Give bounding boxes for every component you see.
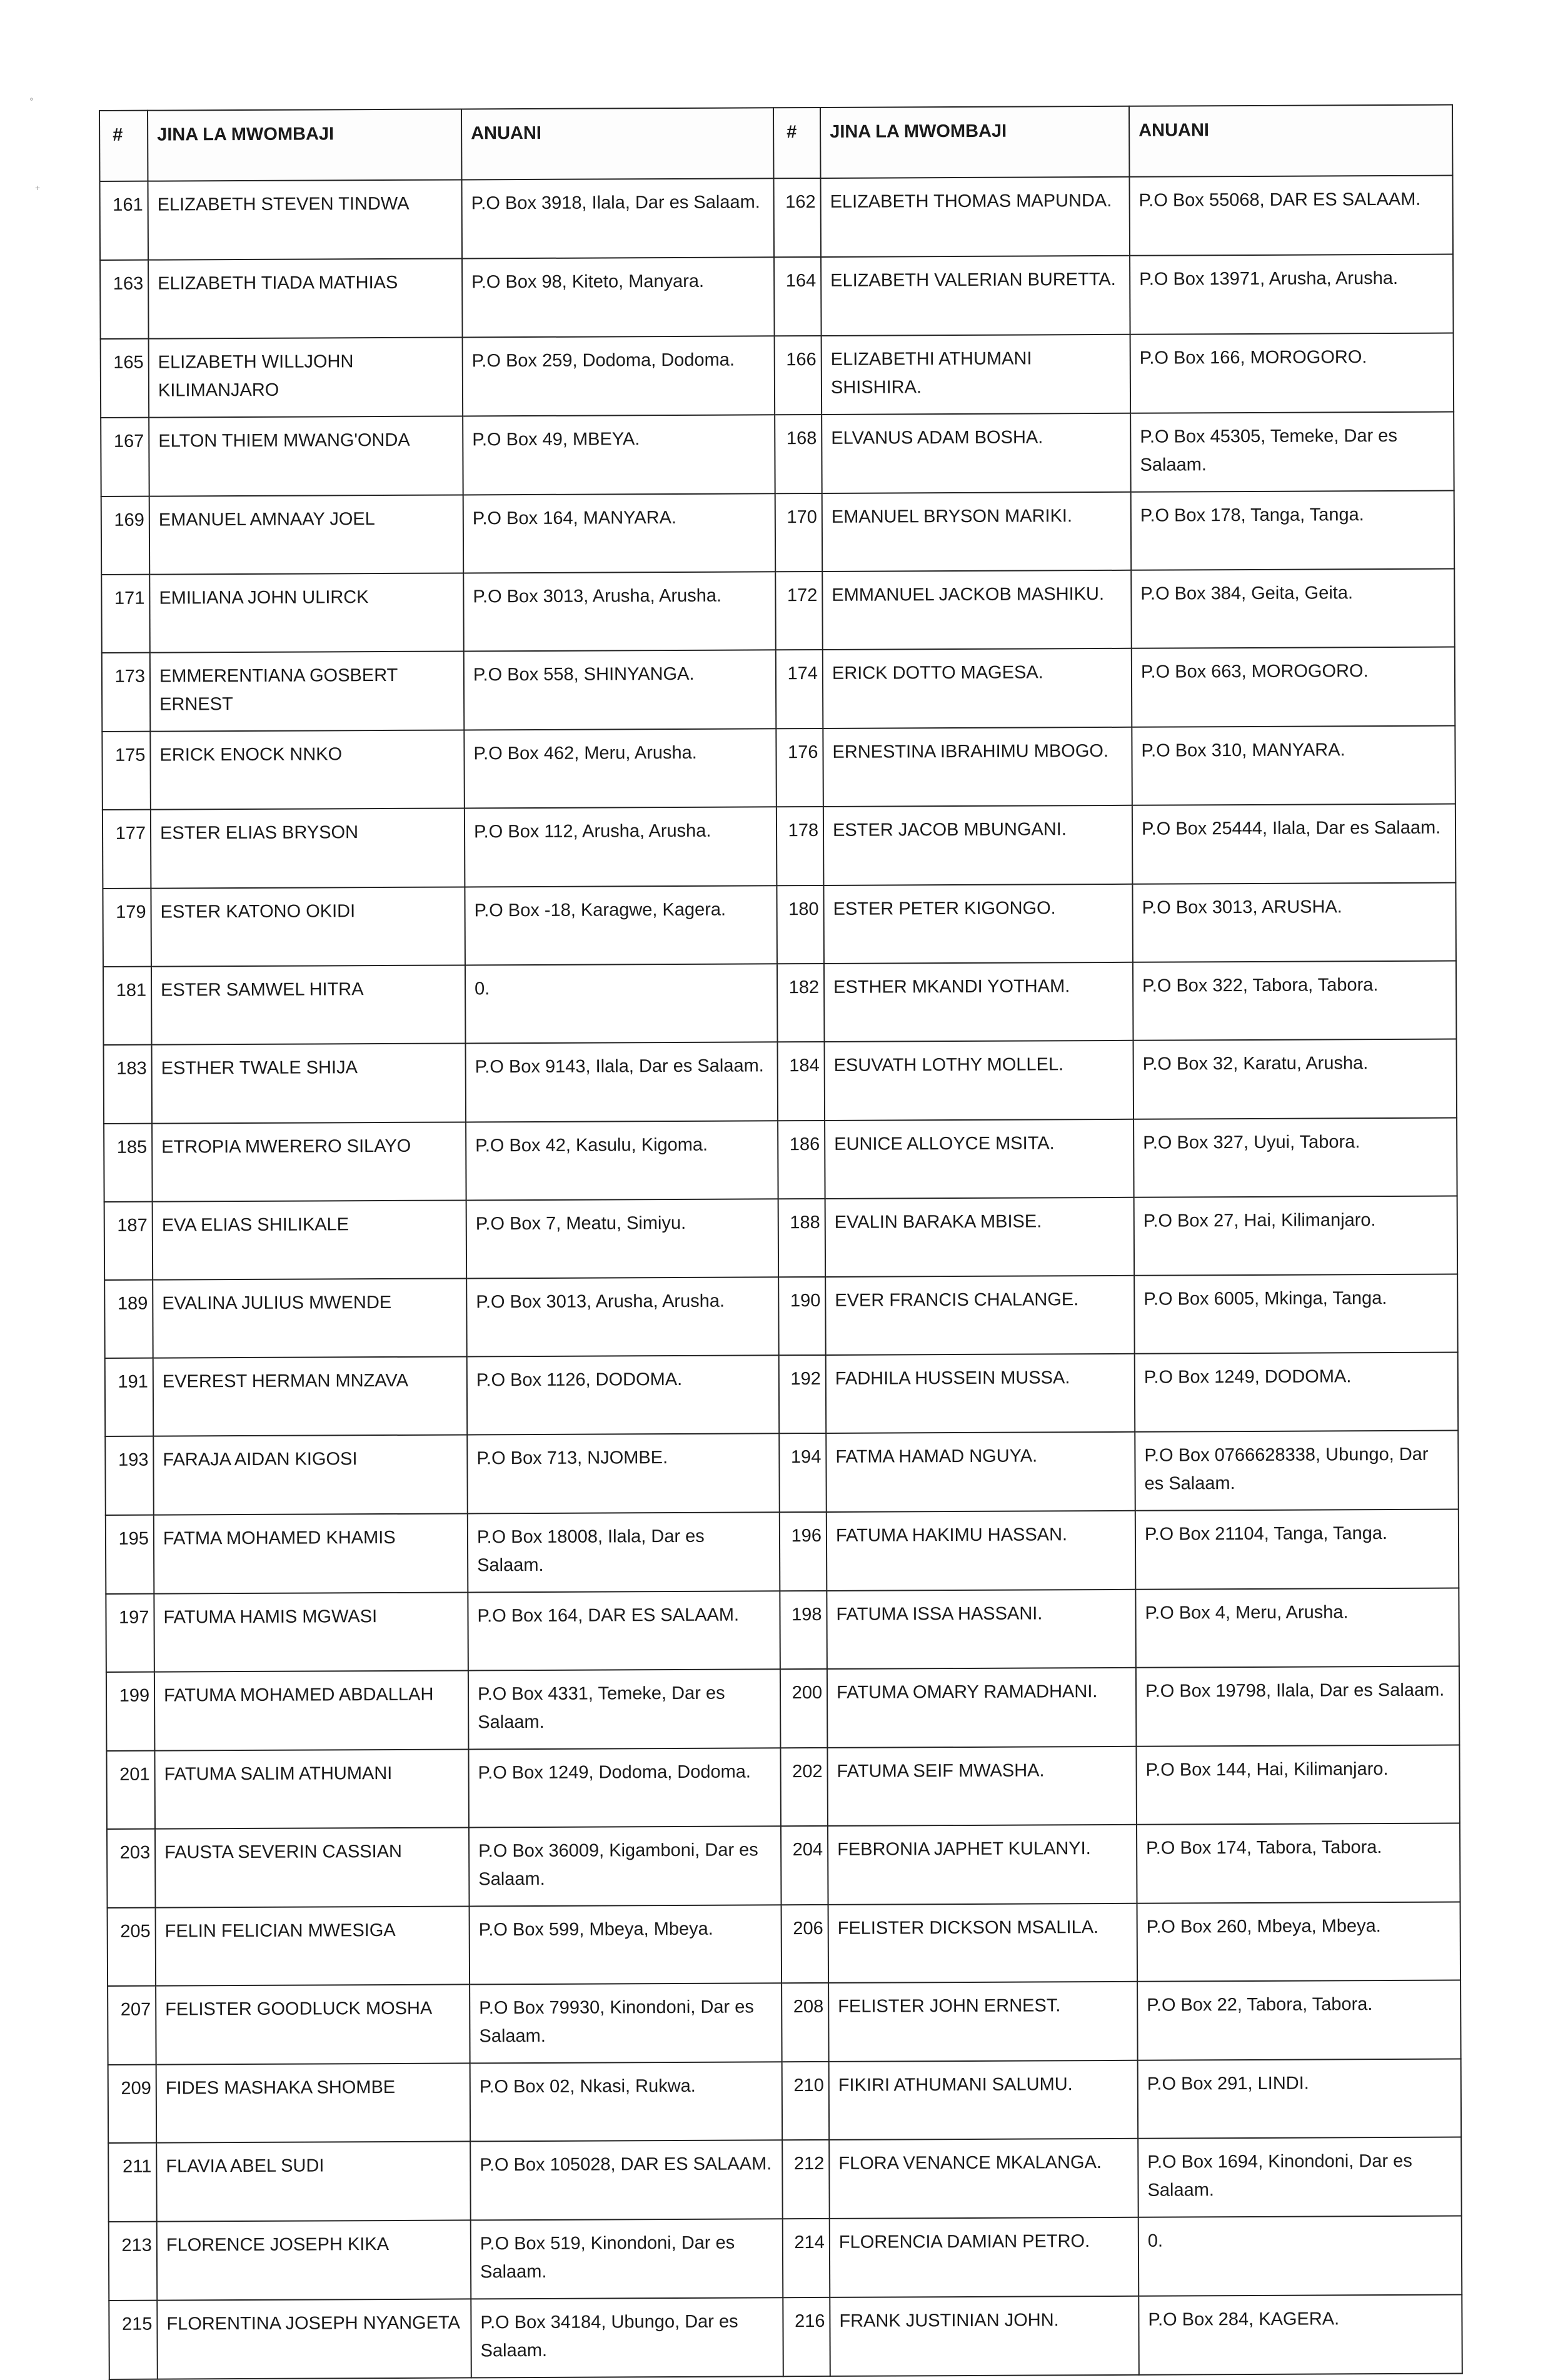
table-row (100, 255, 1454, 339)
applicant-number: 168 (775, 415, 822, 493)
applicant-name: FRANK JUSTINIAN JOHN. (830, 2296, 1139, 2376)
applicant-number: 176 (776, 729, 823, 807)
applicant-number: 171 (101, 575, 150, 653)
applicant-number: 186 (778, 1121, 825, 1199)
table-row (103, 883, 1456, 967)
table-row (102, 647, 1455, 732)
applicant-number: 201 (106, 1751, 155, 1829)
applicant-name: EUNICE ALLOYCE MSITA. (825, 1119, 1134, 1199)
table-row (104, 1118, 1457, 1202)
scan-speck: ∘ (29, 94, 34, 104)
applicant-number: 177 (103, 810, 151, 889)
applicant-address: P.O Box 1126, DODOMA. (467, 1355, 780, 1435)
applicant-number: 170 (775, 493, 823, 572)
applicant-number: 182 (777, 964, 825, 1042)
applicant-name: FLORENCIA DAMIAN PETRO. (830, 2217, 1139, 2297)
table-row (102, 726, 1455, 810)
applicant-number: 162 (773, 178, 821, 257)
applicant-name: EMANUEL BRYSON MARIKI. (822, 492, 1132, 572)
applicant-name: EMANUEL AMNAAY JOEL (149, 495, 464, 574)
applicant-name: EVALIN BARAKA MBISE. (825, 1198, 1135, 1277)
applicant-number: 195 (106, 1515, 154, 1594)
applicant-number: 211 (108, 2143, 157, 2222)
applicant-address: P.O Box 49, MBEYA. (463, 415, 775, 495)
applicant-name: FLORENTINA JOSEPH NYANGETA (157, 2299, 471, 2379)
applicant-address: P.O Box 6005, Mkinga, Tanga. (1134, 1274, 1458, 1354)
applicant-name: EVA ELIAS SHILIKALE (153, 1200, 467, 1279)
applicant-address: P.O Box 98, Kiteto, Manyara. (462, 257, 775, 337)
applicant-number: 194 (779, 1433, 827, 1512)
applicant-number: 212 (782, 2140, 830, 2219)
applicant-number: 173 (102, 653, 151, 732)
applicant-number: 190 (778, 1277, 826, 1355)
applicant-address: P.O Box 13971, Arusha, Arusha. (1130, 255, 1454, 335)
applicant-number: 208 (782, 1983, 829, 2062)
applicant-number: 164 (774, 257, 822, 336)
applicant-address: P.O Box 02, Nkasi, Rukwa. (470, 2062, 783, 2141)
applicant-number: 203 (107, 1829, 156, 1908)
applicant-number: 166 (775, 336, 822, 415)
table-row (108, 1980, 1461, 2065)
applicant-address: P.O Box 558, SHINYANGA. (464, 650, 776, 730)
applicant-name: FELISTER GOODLUCK MOSHA (156, 1984, 470, 2064)
applicant-name: ELVANUS ADAM BOSHA. (822, 413, 1131, 493)
applicant-name: FATUMA SEIF MWASHA. (827, 1747, 1137, 1826)
applicant-address: P.O Box 3013, Arusha, Arusha. (466, 1277, 779, 1356)
applicant-address: P.O Box 322, Tabora, Tabora. (1133, 961, 1457, 1041)
applicant-address: P.O Box 32, Karatu, Arusha. (1133, 1039, 1457, 1119)
applicant-address: P.O Box 144, Hai, Kilimanjaro. (1136, 1745, 1460, 1825)
applicant-address: P.O Box 0766628338, Ubungo, Dar es Salaam. (1135, 1431, 1459, 1511)
applicant-address: P.O Box 284, KAGERA. (1138, 2295, 1462, 2375)
applicant-number: 215 (109, 2301, 158, 2379)
table-body (99, 176, 1462, 2379)
applicant-table-container (99, 104, 1462, 2380)
table-row (106, 1745, 1460, 1829)
applicant-name: EVEREST HERMAN MNZAVA (153, 1356, 468, 1436)
applicant-number: 202 (780, 1748, 828, 1826)
table-row (108, 2059, 1462, 2143)
col-header-number: # (773, 108, 820, 178)
applicant-address: P.O Box 178, Tanga, Tanga. (1131, 491, 1455, 570)
applicant-name: FELISTER DICKSON MSALILA. (828, 1903, 1138, 1983)
table-row (108, 2137, 1462, 2222)
applicant-address: P.O Box 79930, Kinondoni, Dar es Salaam. (470, 1983, 782, 2063)
applicant-number: 204 (781, 1826, 828, 1905)
applicant-name: FATUMA HAKIMU HASSAN. (827, 1511, 1136, 1591)
applicant-number: 161 (99, 181, 148, 260)
table-row (104, 1196, 1458, 1280)
applicant-name: EMMERENTIANA GOSBERT ERNEST (150, 651, 465, 731)
applicant-name: FIDES MASHAKA SHOMBE (156, 2063, 471, 2142)
applicant-name: FARAJA AIDAN KIGOSI (153, 1435, 468, 1515)
applicant-address: P.O Box 1694, Kinondoni, Dar es Salaam. (1138, 2137, 1462, 2217)
col-header-name: JINA LA MWOMBAJI (148, 109, 461, 181)
applicant-name: FATUMA HAMIS MGWASI (154, 1592, 468, 1672)
applicant-address: P.O Box 4331, Temeke, Dar es Salaam. (468, 1669, 781, 1749)
applicant-name: ESTER JACOB MBUNGANI. (823, 805, 1133, 885)
applicant-number: 214 (783, 2219, 830, 2297)
applicant-address: P.O Box 27, Hai, Kilimanjaro. (1134, 1196, 1458, 1276)
table-row (105, 1431, 1459, 1515)
applicant-name: EVER FRANCIS CHALANGE. (825, 1276, 1135, 1355)
applicant-number: 199 (106, 1672, 155, 1751)
applicant-number: 185 (104, 1124, 153, 1202)
applicant-number: 178 (776, 807, 824, 885)
scan-speck: + (35, 183, 41, 193)
applicant-number: 179 (103, 889, 151, 967)
applicant-name: EMILIANA JOHN ULIRCK (149, 573, 464, 652)
applicant-number: 184 (778, 1042, 825, 1121)
col-header-address: ANUANI (1129, 105, 1452, 177)
applicant-number: 205 (108, 1908, 156, 1986)
applicant-address: P.O Box 36009, Kigamboni, Dar es Salaam. (469, 1826, 782, 1906)
applicant-number: 197 (106, 1594, 154, 1672)
applicant-name: ERNESTINA IBRAHIMU MBOGO. (823, 727, 1132, 807)
applicant-table (99, 104, 1463, 2380)
applicant-number: 200 (780, 1669, 828, 1748)
applicant-name: ERICK ENOCK NNKO (150, 730, 465, 809)
applicant-name: ESTER KATONO OKIDI (151, 887, 465, 966)
applicant-address: P.O Box 55068, DAR ES SALAAM. (1129, 176, 1453, 256)
applicant-number: 175 (102, 732, 151, 810)
applicant-name: FATMA MOHAMED KHAMIS (154, 1513, 468, 1593)
table-row (101, 491, 1455, 575)
applicant-address: 0. (1138, 2216, 1462, 2296)
applicant-address: P.O Box 3918, Ilala, Dar es Salaam. (461, 178, 774, 258)
applicant-address: P.O Box 327, Uyui, Tabora. (1133, 1118, 1457, 1198)
applicant-name: FATUMA OMARY RAMADHANI. (827, 1668, 1137, 1748)
table-row (104, 1274, 1458, 1358)
table-row (107, 1823, 1460, 1908)
applicant-address: P.O Box 384, Geita, Geita. (1131, 569, 1455, 648)
applicant-name: EMMANUEL JACKOB MASHIKU. (822, 570, 1132, 650)
applicant-address: P.O Box 7, Meatu, Simiyu. (466, 1199, 779, 1278)
applicant-number: 174 (776, 650, 823, 729)
table-row (108, 1902, 1461, 1986)
applicant-address: P.O Box 174, Tabora, Tabora. (1137, 1823, 1460, 1903)
table-row (99, 176, 1453, 260)
applicant-address: P.O Box 4, Meru, Arusha. (1135, 1588, 1459, 1668)
applicant-address: P.O Box 18008, Ilala, Dar es Salaam. (468, 1512, 780, 1592)
applicant-name: FADHILA HUSSEIN MUSSA. (826, 1354, 1135, 1433)
applicant-number: 209 (108, 2065, 157, 2143)
applicant-address: P.O Box 663, MOROGORO. (1132, 647, 1455, 727)
applicant-number: 206 (782, 1905, 829, 1983)
applicant-address: P.O Box 164, MANYARA. (463, 493, 776, 573)
col-header-name: JINA LA MWOMBAJI (820, 106, 1129, 178)
applicant-address: P.O Box 166, MOROGORO. (1130, 333, 1454, 413)
table-header-row (99, 105, 1452, 181)
applicant-number: 187 (104, 1202, 153, 1280)
applicant-address: P.O Box 260, Mbeya, Mbeya. (1137, 1902, 1461, 1982)
table-row (103, 804, 1456, 889)
applicant-address: P.O Box 105028, DAR ES SALAAM. (470, 2140, 783, 2220)
applicant-address: P.O Box 310, MANYARA. (1132, 726, 1455, 805)
applicant-address: P.O Box 25444, Ilala, Dar es Salaam. (1132, 804, 1456, 884)
applicant-address: P.O Box 45305, Temeke, Dar es Salaam. (1130, 412, 1454, 492)
table-row (104, 1039, 1457, 1124)
table-row (101, 569, 1455, 653)
table-row (101, 333, 1454, 418)
applicant-number: 169 (101, 497, 150, 575)
applicant-name: ETROPIA MWERERO SILAYO (152, 1122, 466, 1201)
applicant-number: 163 (100, 260, 149, 339)
applicant-number: 188 (778, 1199, 826, 1277)
applicant-name: ELIZABETHI ATHUMANI SHISHIRA. (822, 335, 1131, 415)
applicant-number: 207 (108, 1986, 156, 2065)
applicant-address: P.O Box 3013, ARUSHA. (1132, 883, 1456, 962)
applicant-number: 172 (775, 572, 823, 650)
col-header-address: ANUANI (461, 108, 773, 179)
table-row (109, 2295, 1462, 2379)
table-row (109, 2216, 1462, 2301)
applicant-number: 210 (782, 2062, 830, 2140)
col-header-number: # (99, 111, 148, 181)
applicant-number: 181 (103, 967, 152, 1045)
applicant-address: P.O Box 599, Mbeya, Mbeya. (470, 1905, 782, 1984)
table-row (103, 961, 1457, 1045)
applicant-number: 198 (780, 1591, 827, 1669)
applicant-address: P.O Box 19798, Ilala, Dar es Salaam. (1136, 1667, 1460, 1747)
applicant-address: P.O Box 21104, Tanga, Tanga. (1135, 1510, 1459, 1590)
applicant-address: P.O Box 1249, Dodoma, Dodoma. (468, 1748, 781, 1827)
applicant-address: P.O Box 112, Arusha, Arusha. (465, 807, 777, 887)
applicant-name: FLORA VENANCE MKALANGA. (829, 2139, 1138, 2219)
applicant-name: FATUMA SALIM ATHUMANI (154, 1749, 469, 1828)
applicant-address: P.O Box 9143, Ilala, Dar es Salaam. (466, 1042, 778, 1122)
applicant-address: P.O Box 713, NJOMBE. (467, 1433, 780, 1513)
applicant-name: FATUMA ISSA HASSANI. (827, 1590, 1136, 1669)
applicant-address: P.O Box 164, DAR ES SALAAM. (468, 1591, 780, 1670)
applicant-name: ESTHER TWALE SHIJA (152, 1043, 466, 1123)
applicant-name: FATUMA MOHAMED ABDALLAH (154, 1670, 469, 1750)
applicant-address: P.O Box 519, Kinondoni, Dar es Salaam. (471, 2219, 783, 2299)
applicant-number: 167 (101, 418, 149, 497)
applicant-address: P.O Box 22, Tabora, Tabora. (1137, 1980, 1461, 2060)
applicant-number: 216 (783, 2297, 830, 2376)
applicant-name: FELISTER JOHN ERNEST. (828, 1982, 1138, 2062)
applicant-number: 193 (105, 1436, 154, 1515)
applicant-number: 213 (109, 2222, 158, 2301)
applicant-name: FLAVIA ABEL SUDI (156, 2141, 471, 2221)
table-row (101, 412, 1454, 497)
applicant-name: ESUVATH LOTHY MOLLEL. (825, 1041, 1134, 1121)
applicant-number: 189 (104, 1280, 153, 1358)
applicant-name: FEBRONIA JAPHET KULANYI. (828, 1825, 1137, 1905)
applicant-name: FLORENCE JOSEPH KIKA (157, 2220, 471, 2300)
applicant-name: ELIZABETH THOMAS MAPUNDA. (820, 177, 1130, 257)
applicant-name: FELIN FELICIAN MWESIGA (156, 1906, 470, 1985)
applicant-number: 191 (105, 1358, 154, 1436)
applicant-name: ELIZABETH WILLJOHN KILIMANJARO (149, 337, 463, 417)
applicant-number: 165 (101, 339, 149, 418)
applicant-address: P.O Box 1249, DODOMA. (1135, 1353, 1459, 1432)
table-row (105, 1353, 1459, 1436)
applicant-name: ELIZABETH VALERIAN BURETTA. (821, 256, 1130, 336)
applicant-name: ESTER PETER KIGONGO. (823, 884, 1133, 964)
applicant-name: ELIZABETH TIADA MATHIAS (148, 258, 463, 338)
applicant-address: P.O Box 291, LINDI. (1138, 2059, 1462, 2139)
applicant-number: 180 (776, 885, 824, 964)
table-row (106, 1510, 1459, 1594)
applicant-name: FATMA HAMAD NGUYA. (826, 1432, 1135, 1512)
applicant-name: ELIZABETH STEVEN TINDWA (148, 179, 462, 260)
applicant-name: ESTER SAMWEL HITRA (151, 965, 466, 1044)
applicant-address: P.O Box 42, Kasulu, Kigoma. (466, 1121, 778, 1200)
applicant-name: ELTON THIEM MWANG'ONDA (149, 416, 463, 496)
applicant-name: FIKIRI ATHUMANI SALUMU. (829, 2060, 1138, 2140)
applicant-number: 196 (780, 1512, 827, 1591)
applicant-number: 183 (104, 1045, 153, 1124)
applicant-address: P.O Box -18, Karagwe, Kagera. (465, 885, 777, 965)
applicant-address: 0. (465, 964, 778, 1043)
applicant-name: ESTHER MKANDI YOTHAM. (824, 962, 1133, 1042)
applicant-address: P.O Box 3013, Arusha, Arusha. (463, 572, 776, 651)
applicant-address: P.O Box 462, Meru, Arusha. (464, 729, 776, 808)
applicant-name: FAUSTA SEVERIN CASSIAN (155, 1827, 470, 1907)
applicant-name: ESTER ELIAS BRYSON (151, 808, 465, 888)
applicant-address: P.O Box 259, Dodoma, Dodoma. (463, 336, 775, 416)
applicant-name: EVALINA JULIUS MWENDE (153, 1278, 467, 1358)
applicant-name: ERICK DOTTO MAGESA. (823, 648, 1132, 729)
table-row (106, 1667, 1460, 1751)
table-row (106, 1588, 1459, 1672)
applicant-number: 192 (779, 1355, 827, 1433)
applicant-address: P.O Box 34184, Ubungo, Dar es Salaam. (471, 2297, 783, 2377)
